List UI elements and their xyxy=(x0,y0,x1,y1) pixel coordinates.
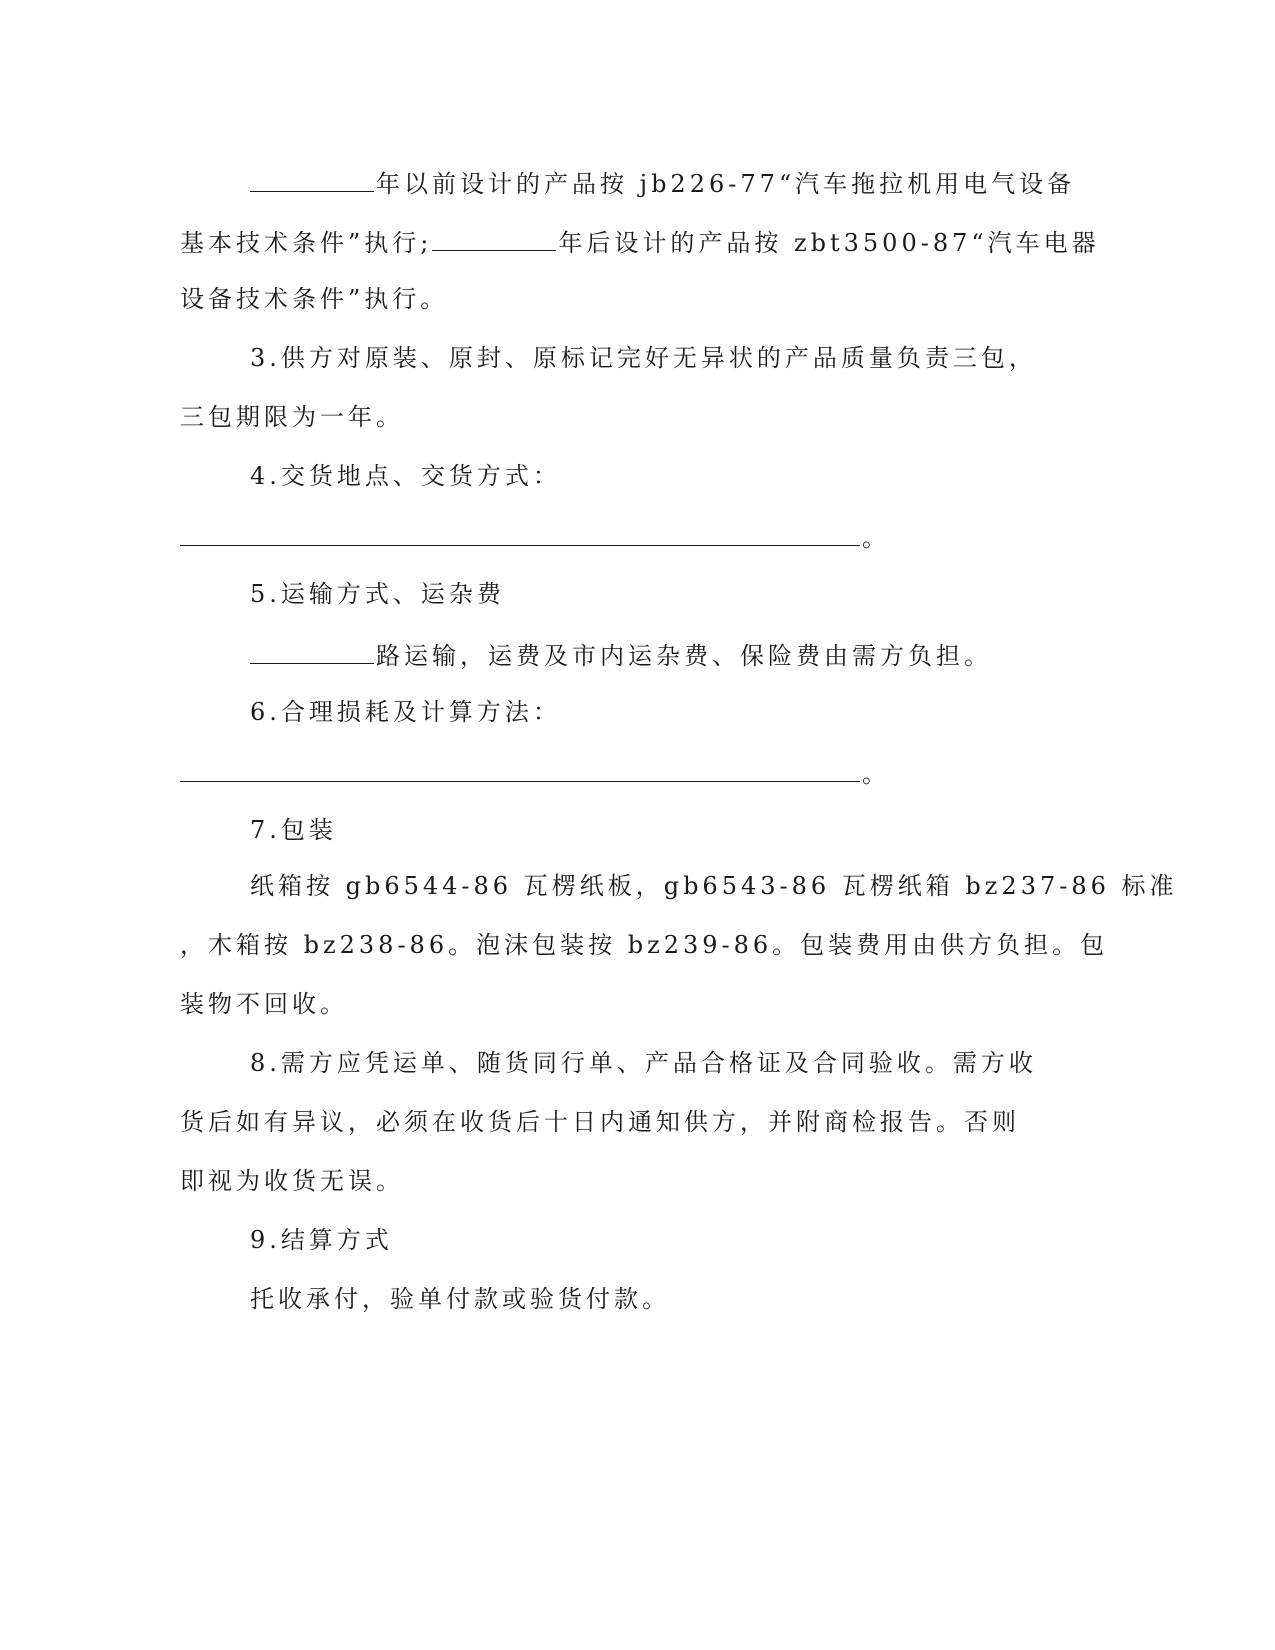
blank-year-after[interactable] xyxy=(432,220,556,251)
clause-5-heading: 5.运输方式、运杂费 xyxy=(250,580,505,608)
blank-delivery-place[interactable] xyxy=(180,515,860,546)
blank-year-before[interactable] xyxy=(250,161,374,192)
clause-2-line-2: 基本技术条件”执行; 年后设计的产品按 zbt3500-87“汽车电器 xyxy=(180,220,1040,263)
clause-3-line-2: 三包期限为一年。 xyxy=(180,403,404,431)
clause-4-heading: 4.交货地点、交货方式： xyxy=(250,462,561,490)
clause-7-line-3: 装物不回收。 xyxy=(180,990,348,1018)
blank-loss-method[interactable] xyxy=(180,751,860,782)
clause-3-line-1: 3.供方对原装、原封、原标记完好无异状的产品质量负责三包， xyxy=(250,344,1037,372)
clause-7-line-1: 纸箱按 gb6544-86 瓦楞纸板，gb6543-86 瓦楞纸箱 bz237-86 标准 xyxy=(250,872,1178,900)
clause-9-text: 托收承付，验单付款或验货付款。 xyxy=(250,1285,670,1313)
clause-9-heading: 9.结算方式 xyxy=(250,1226,393,1254)
clause-5-text: 路运输，运费及市内运杂费、保险费由需方负担。 xyxy=(250,633,1110,676)
clause-4-blank-line: 。 xyxy=(180,515,1040,558)
clause-8-line-3: 即视为收货无误。 xyxy=(180,1167,404,1195)
clause-2-line-3: 设备技术条件”执行。 xyxy=(180,285,449,313)
clause-7-line-2: ，木箱按 bz238-86。泡沫包装按 bz239-86。包装费用由供方负担。包 xyxy=(180,931,1109,959)
clause-6-heading: 6.合理损耗及计算方法： xyxy=(250,698,561,726)
clause-8-line-1: 8.需方应凭运单、随货同行单、产品合格证及合同验收。需方收 xyxy=(250,1049,1037,1077)
blank-transport-mode[interactable] xyxy=(250,633,374,664)
clause-2-line-1: 年以前设计的产品按 jb226-77“汽车拖拉机用电气设备 xyxy=(250,161,1110,204)
clause-6-blank-line: 。 xyxy=(180,751,1040,794)
clause-8-line-2: 货后如有异议，必须在收货后十日内通知供方，并附商检报告。否则 xyxy=(180,1108,1020,1136)
clause-7-heading: 7.包装 xyxy=(250,816,337,844)
